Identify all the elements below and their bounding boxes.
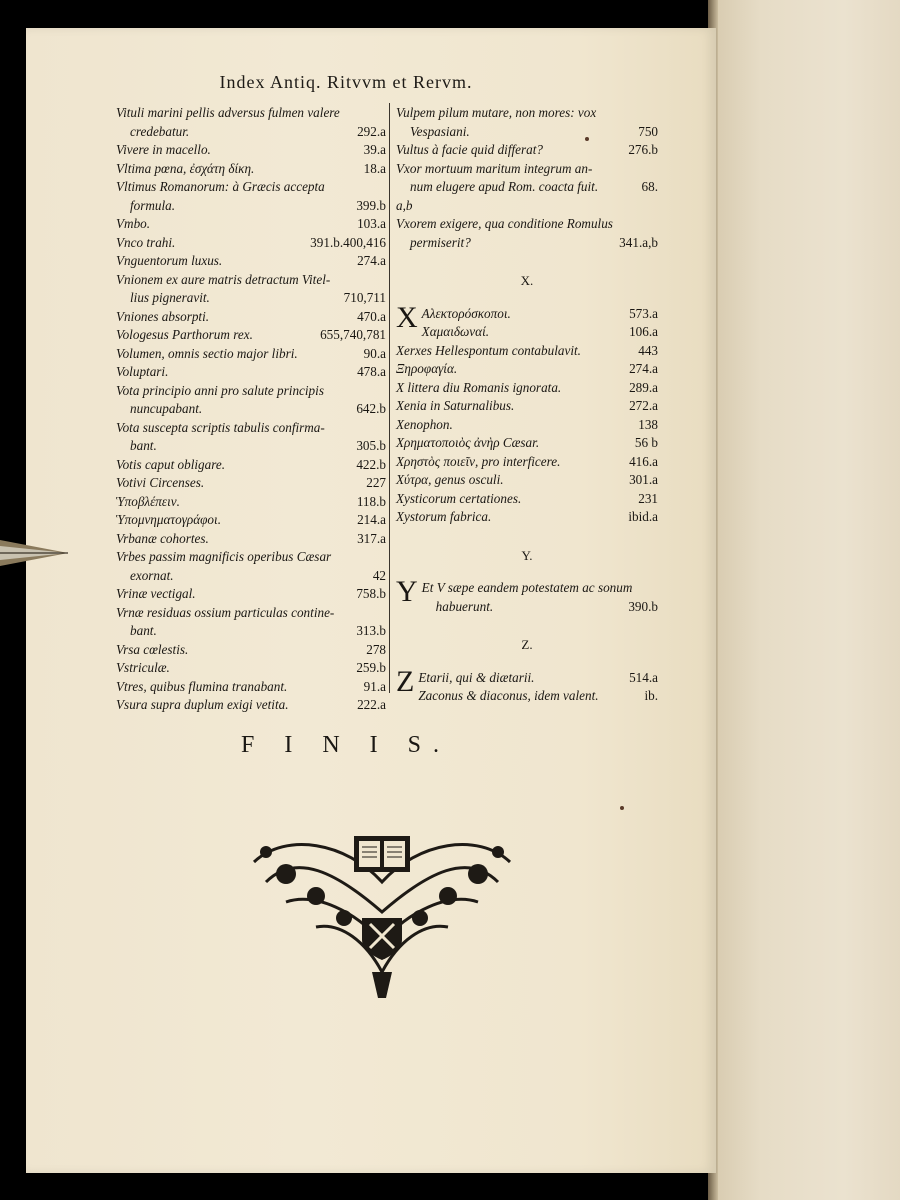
index-entry — [116, 548, 386, 585]
index-entry — [396, 434, 658, 453]
entry-page-ref: ib. — [644, 688, 658, 703]
entry-page-ref: 56 b — [634, 435, 658, 450]
index-entry — [116, 456, 386, 475]
index-entry — [396, 104, 658, 141]
index-entry — [396, 215, 658, 252]
entry-text: Vespasiani. — [410, 123, 470, 139]
entry-page-ref: 301.a — [629, 472, 658, 487]
entry-text: Vota suscepta scriptis tabulis confirma- — [116, 419, 325, 435]
entry-text: Xenia in Saturnalibus. — [396, 398, 515, 413]
entry-page-ref: 292.a — [357, 123, 386, 139]
entry-page-ref: 272.a — [629, 398, 658, 413]
entry-text: Ξηροφαγία. — [396, 361, 458, 376]
index-entry — [396, 160, 658, 197]
entry-page-ref: 259.b — [356, 660, 386, 675]
index-entry — [116, 104, 386, 141]
entry-page-ref: 317.a — [357, 530, 386, 546]
entry-page-ref: 710,711 — [343, 290, 386, 305]
entry-page-ref: 750 — [638, 123, 658, 139]
finis-text: F I N I S. — [240, 732, 451, 758]
entry-text: Vnionem ex aure matris detractum Vitel- — [116, 271, 331, 287]
section-letter-heading: X. — [520, 273, 534, 288]
printer-ornament-icon — [246, 822, 518, 998]
facing-page — [714, 0, 900, 1200]
entry-text: Zaconus & diaconus, idem valent. — [418, 688, 599, 703]
entry-text: Vrnæ residuas ossium particulas contine- — [116, 604, 335, 620]
entry-text: Voluptari. — [116, 364, 169, 379]
entry-text: habuerunt. — [435, 598, 494, 614]
entry-text: Vltimus Romanorum: à Græcis accepta — [116, 179, 325, 194]
entry-text: Vota principio anni pro salute principis — [116, 382, 324, 398]
entry-text: Vivere in macello. — [116, 142, 211, 157]
index-entry — [116, 678, 386, 697]
entry-text: Vtres, quibus flumina tranabant. — [116, 678, 288, 694]
index-entry — [116, 363, 386, 382]
entry-page-ref: 443 — [638, 342, 658, 358]
entry-text: Volumen, omnis sectio major libri. — [116, 345, 298, 361]
entry-text: Vnco trahi. — [116, 234, 176, 250]
index-entry — [396, 141, 658, 160]
left-column — [116, 104, 386, 715]
index-entry — [116, 326, 386, 345]
entry-page-ref: 90.a — [363, 345, 386, 361]
index-entry — [116, 641, 386, 660]
entry-text: nuncupabant. — [130, 401, 203, 416]
entry-text: Vulpem pilum mutare, non mores: vox — [396, 105, 597, 120]
index-entry — [396, 490, 658, 509]
entry-page-ref: 416.a — [629, 453, 658, 469]
entry-page-ref: 278 — [366, 641, 386, 657]
index-entry — [116, 178, 386, 215]
entry-text: Vmbo. — [116, 216, 151, 231]
index-entry — [396, 471, 658, 490]
entry-text: formula. — [130, 197, 176, 213]
entry-text: Etarii, qui & diætarii. — [418, 669, 535, 685]
index-entry — [116, 345, 386, 364]
index-entry — [396, 305, 658, 324]
entry-text: Vrbes passim magnificis operibus Cæsar — [116, 549, 332, 564]
section-letter-heading: Y. — [521, 547, 533, 563]
entry-page-ref: 227 — [366, 475, 386, 490]
entry-page-ref: 274.a — [357, 253, 386, 268]
entry-text: a,b — [396, 197, 413, 213]
entry-text: Vnguentorum luxus. — [116, 253, 223, 268]
index-entry — [396, 379, 658, 398]
entry-page-ref: 655,740,781 — [320, 327, 386, 342]
initial-capital: X — [396, 300, 418, 334]
index-entry — [116, 493, 386, 512]
entry-text: Vituli marini pellis adversus fulmen valere — [116, 105, 340, 120]
entry-text: Xenophon. — [396, 416, 453, 432]
entry-text: Votivi Circenses. — [116, 475, 205, 490]
index-entry — [116, 160, 386, 179]
entry-page-ref: 42 — [372, 567, 386, 583]
section-entries — [396, 575, 658, 616]
entry-page-ref: 758.b — [356, 586, 386, 601]
entry-text: Χρηστὸς ποιεῖν, pro interficere. — [396, 453, 561, 469]
entry-text: Xysticorum certationes. — [396, 490, 522, 506]
index-entry — [396, 575, 658, 616]
entry-text: Vologesus Parthorum rex. — [116, 327, 253, 342]
entry-text: Χρηματοποιὸς ἀνὴρ Cæsar. — [396, 435, 540, 450]
index-entry — [116, 252, 386, 271]
index-entry — [116, 308, 386, 327]
index-entry — [116, 234, 386, 253]
entry-text: Vsura supra duplum exigi vetita. — [116, 697, 289, 712]
entry-page-ref: 422.b — [356, 456, 386, 472]
entry-text: Vniones absorpti. — [116, 308, 210, 324]
pen-tip-icon — [0, 536, 72, 570]
index-entry — [116, 382, 386, 419]
entry-text: Vstriculæ. — [116, 660, 170, 675]
ink-spot — [620, 806, 624, 810]
entry-page-ref: 91.a — [363, 678, 386, 694]
index-entry — [116, 511, 386, 530]
section-entries — [396, 664, 658, 706]
entry-page-ref: 276.b — [628, 142, 658, 157]
entry-text: Xerxes Hellespontum contabulavit. — [396, 342, 581, 358]
entry-text: Vrinæ vectigal. — [116, 586, 196, 601]
index-entry — [396, 508, 658, 527]
running-head: Index Antiq. Ritvvm et Rervm. — [219, 72, 473, 92]
entry-page-ref: 470.a — [357, 308, 386, 324]
index-entry — [396, 416, 658, 435]
entry-text: Votis caput obligare. — [116, 456, 226, 472]
entry-page-ref: 231 — [638, 490, 658, 506]
entry-page-ref: 118.b — [356, 493, 386, 509]
entry-page-ref: 222.a — [357, 697, 386, 712]
column-rule — [389, 103, 390, 693]
index-entry — [116, 419, 386, 456]
index-entry — [396, 323, 658, 342]
index-entry — [116, 530, 386, 549]
index-entry — [116, 271, 386, 308]
entry-text: exornat. — [130, 567, 174, 583]
entry-text: lius pigneravit. — [130, 290, 210, 305]
entry-page-ref: 305.b — [356, 438, 386, 453]
entry-text: Vultus à facie quid differat? — [396, 142, 543, 157]
entry-text: Vltima pœna, ἐσχάτη δίκη. — [116, 160, 255, 176]
entry-text: Ὑπομνηματογράφοι. — [116, 512, 221, 527]
entry-text: permiserit? — [410, 234, 471, 250]
entry-page-ref: 642.b — [356, 401, 386, 416]
entry-page-ref: 18.a — [363, 160, 386, 176]
ink-spot — [585, 137, 589, 141]
entry-page-ref: 478.a — [357, 364, 386, 379]
index-entry — [396, 397, 658, 416]
entry-page-ref: 106.a — [629, 324, 658, 339]
right-column — [396, 104, 658, 706]
entry-text: Χαμαιδωναί. — [421, 324, 490, 339]
entry-page-ref: 313.b — [356, 623, 386, 638]
section-entries — [396, 300, 658, 527]
entry-page-ref: 341.a,b — [619, 234, 658, 250]
entry-text: Vrbanæ cohortes. — [116, 530, 209, 546]
entry-page-ref: 103.a — [357, 216, 386, 231]
entry-page-ref: 68. — [641, 179, 658, 194]
entry-page-ref: 289.a — [629, 379, 658, 395]
entry-page-ref: 390.b — [628, 598, 658, 614]
entry-text: bant. — [130, 623, 157, 638]
entry-page-ref: 39.a — [363, 142, 386, 157]
index-entry — [396, 453, 658, 472]
entry-page-ref: 573.a — [629, 305, 658, 321]
entry-text: credebatur. — [130, 123, 190, 139]
index-entry — [116, 696, 386, 715]
entry-text: bant. — [130, 438, 157, 453]
index-entry — [116, 585, 386, 604]
entry-text: num elugere apud Rom. coacta fuit. — [410, 179, 599, 194]
entry-text: X littera diu Romanis ignorata. — [396, 379, 562, 395]
entry-text: Vxor mortuum maritum integrum an- — [396, 160, 593, 176]
initial-capital: Z — [396, 664, 415, 698]
entry-page-ref: 391.b.400,416 — [310, 234, 386, 250]
entry-text: Χύτρα, genus osculi. — [396, 472, 504, 487]
index-entry — [116, 141, 386, 160]
index-entry — [396, 197, 658, 216]
index-entry — [396, 360, 658, 379]
entry-text: Vxorem exigere, qua conditione Romulus — [396, 216, 613, 231]
entry-page-ref: 399.b — [356, 197, 386, 213]
entry-page-ref: 138 — [638, 416, 658, 432]
index-entry — [116, 474, 386, 493]
entry-text: Xystorum fabrica. — [396, 509, 492, 524]
index-entry — [396, 669, 658, 688]
entry-page-ref: 514.a — [629, 669, 658, 685]
entry-page-ref: 274.a — [629, 361, 658, 376]
index-entry — [396, 342, 658, 361]
entry-page-ref: ibid.a — [628, 509, 658, 524]
initial-capital: Y — [396, 575, 418, 608]
index-entry — [116, 659, 386, 678]
entry-page-ref: 214.a — [357, 512, 386, 527]
entry-text: Et V sæpe eandem potestatem ac sonum — [421, 580, 633, 595]
index-entry — [116, 604, 386, 641]
section-letter-heading: Z. — [521, 637, 533, 652]
index-entry — [396, 687, 658, 706]
entry-text: Αλεκτορόσκοποι. — [421, 305, 511, 321]
entry-text: Vrsa cœlestis. — [116, 641, 189, 657]
index-entry — [116, 215, 386, 234]
entry-text: Ὑποβλέπειν. — [116, 493, 180, 509]
